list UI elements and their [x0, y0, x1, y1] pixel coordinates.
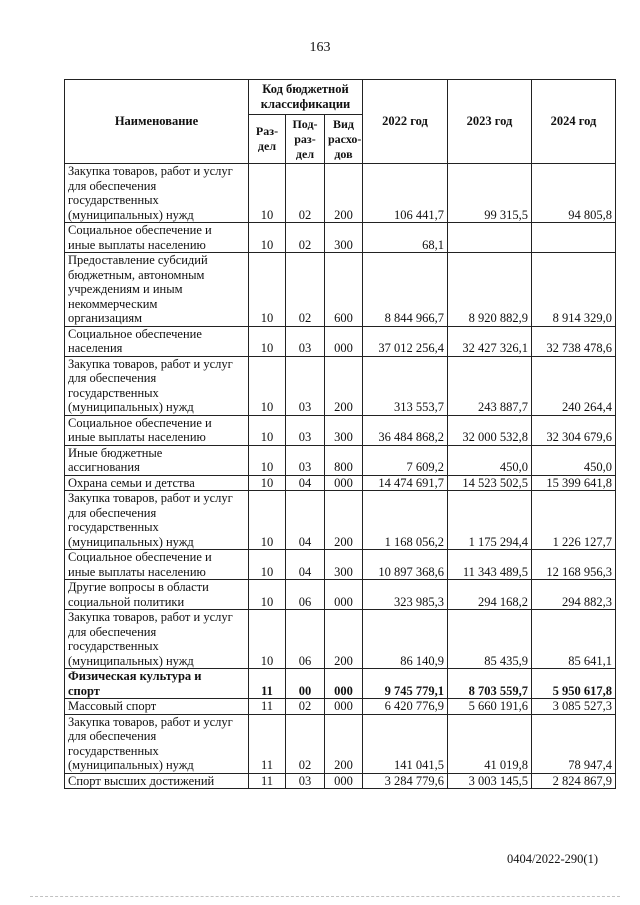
document-code: 0404/2022-290(1) — [507, 852, 598, 866]
header-vid: Вид расхо- дов — [325, 115, 363, 164]
row-podrazdel: 02 — [286, 164, 325, 223]
row-amount-2022: 86 140,9 — [363, 610, 448, 669]
row-podrazdel: 03 — [286, 773, 325, 789]
row-amount-2022: 8 844 966,7 — [363, 253, 448, 327]
row-razdel: 10 — [249, 445, 286, 475]
row-amount-2024: 3 085 527,3 — [532, 699, 616, 715]
row-razdel: 10 — [249, 326, 286, 356]
row-vid: 000 — [325, 773, 363, 789]
row-vid: 800 — [325, 445, 363, 475]
row-name: Другие вопросы в области социальной политики — [65, 580, 249, 610]
row-name: Физическая культура и спорт — [65, 669, 249, 699]
row-vid: 000 — [325, 475, 363, 491]
row-amount-2022: 68,1 — [363, 223, 448, 253]
row-amount-2022: 141 041,5 — [363, 714, 448, 773]
row-amount-2022: 1 168 056,2 — [363, 491, 448, 550]
budget-table — [64, 79, 616, 789]
row-name: Социальное обеспечение населения — [65, 326, 249, 356]
row-amount-2023 — [448, 223, 532, 253]
table-row — [65, 253, 616, 327]
row-podrazdel: 06 — [286, 610, 325, 669]
row-podrazdel: 03 — [286, 415, 325, 445]
header-code-group: Код бюджетной классификации — [249, 80, 363, 115]
row-razdel: 11 — [249, 773, 286, 789]
header-2022: 2022 год — [363, 80, 448, 164]
row-amount-2023: 14 523 502,5 — [448, 475, 532, 491]
row-vid: 600 — [325, 253, 363, 327]
row-name: Закупка товаров, работ и услуг для обеспечения государственных (муниципальных) нужд — [65, 356, 249, 415]
row-podrazdel: 06 — [286, 580, 325, 610]
row-amount-2023: 99 315,5 — [448, 164, 532, 223]
table-row — [65, 580, 616, 610]
row-vid: 300 — [325, 223, 363, 253]
row-vid: 200 — [325, 491, 363, 550]
row-podrazdel: 02 — [286, 699, 325, 715]
row-podrazdel: 03 — [286, 356, 325, 415]
row-razdel: 10 — [249, 415, 286, 445]
row-podrazdel: 03 — [286, 445, 325, 475]
row-amount-2024: 294 882,3 — [532, 580, 616, 610]
row-vid: 200 — [325, 714, 363, 773]
row-name: Социальное обеспечение и иные выплаты населению — [65, 550, 249, 580]
header-podrazdel: Под- раз- дел — [286, 115, 325, 164]
row-amount-2024: 5 950 617,8 — [532, 669, 616, 699]
header-2024: 2024 год — [532, 80, 616, 164]
row-vid: 200 — [325, 356, 363, 415]
table-row — [65, 445, 616, 475]
row-amount-2024: 450,0 — [532, 445, 616, 475]
table-row — [65, 475, 616, 491]
row-name: Закупка товаров, работ и услуг для обеспечения государственных (муниципальных) нужд — [65, 714, 249, 773]
row-razdel: 10 — [249, 491, 286, 550]
row-amount-2024: 32 738 478,6 — [532, 326, 616, 356]
table-row — [65, 415, 616, 445]
row-razdel: 10 — [249, 253, 286, 327]
row-podrazdel: 00 — [286, 669, 325, 699]
row-name: Социальное обеспечение и иные выплаты населению — [65, 223, 249, 253]
row-amount-2024: 85 641,1 — [532, 610, 616, 669]
row-razdel: 11 — [249, 714, 286, 773]
table-row — [65, 164, 616, 223]
row-name: Закупка товаров, работ и услуг для обеспечения государственных (муниципальных) нужд — [65, 164, 249, 223]
row-podrazdel: 02 — [286, 714, 325, 773]
table-row — [65, 669, 616, 699]
row-amount-2023: 32 000 532,8 — [448, 415, 532, 445]
row-amount-2023: 294 168,2 — [448, 580, 532, 610]
row-amount-2024: 1 226 127,7 — [532, 491, 616, 550]
row-amount-2023: 1 175 294,4 — [448, 491, 532, 550]
row-amount-2023: 450,0 — [448, 445, 532, 475]
row-amount-2024: 2 824 867,9 — [532, 773, 616, 789]
row-vid: 000 — [325, 580, 363, 610]
row-name: Массовый спорт — [65, 699, 249, 715]
row-amount-2023: 8 920 882,9 — [448, 253, 532, 327]
row-amount-2022: 3 284 779,6 — [363, 773, 448, 789]
header-name: Наименование — [65, 80, 249, 164]
row-amount-2022: 106 441,7 — [363, 164, 448, 223]
row-amount-2023: 11 343 489,5 — [448, 550, 532, 580]
scan-edge-decoration — [30, 896, 620, 899]
row-amount-2024: 15 399 641,8 — [532, 475, 616, 491]
row-amount-2024: 240 264,4 — [532, 356, 616, 415]
row-amount-2023: 243 887,7 — [448, 356, 532, 415]
row-amount-2022: 7 609,2 — [363, 445, 448, 475]
row-name: Предоставление субсидий бюджетным, автономным учреждениям и иным некоммерческим организациям — [65, 253, 249, 327]
row-razdel: 11 — [249, 699, 286, 715]
row-vid: 000 — [325, 699, 363, 715]
row-amount-2023: 32 427 326,1 — [448, 326, 532, 356]
table-row — [65, 773, 616, 789]
row-amount-2022: 313 553,7 — [363, 356, 448, 415]
row-vid: 000 — [325, 326, 363, 356]
row-amount-2024: 8 914 329,0 — [532, 253, 616, 327]
row-amount-2024: 78 947,4 — [532, 714, 616, 773]
row-amount-2022: 323 985,3 — [363, 580, 448, 610]
table-row — [65, 356, 616, 415]
row-amount-2024 — [532, 223, 616, 253]
row-amount-2022: 14 474 691,7 — [363, 475, 448, 491]
row-razdel: 10 — [249, 164, 286, 223]
row-razdel: 10 — [249, 475, 286, 491]
row-razdel: 10 — [249, 580, 286, 610]
row-razdel: 11 — [249, 669, 286, 699]
row-podrazdel: 03 — [286, 326, 325, 356]
row-name: Закупка товаров, работ и услуг для обеспечения государственных (муниципальных) нужд — [65, 610, 249, 669]
row-amount-2024: 32 304 679,6 — [532, 415, 616, 445]
row-vid: 300 — [325, 550, 363, 580]
row-amount-2022: 6 420 776,9 — [363, 699, 448, 715]
row-amount-2024: 94 805,8 — [532, 164, 616, 223]
row-vid: 000 — [325, 669, 363, 699]
table-row — [65, 223, 616, 253]
row-name: Иные бюджетные ассигнования — [65, 445, 249, 475]
header-razdel: Раз- дел — [249, 115, 286, 164]
table-row — [65, 326, 616, 356]
header-2023: 2023 год — [448, 80, 532, 164]
table-row — [65, 610, 616, 669]
row-podrazdel: 02 — [286, 223, 325, 253]
row-amount-2023: 41 019,8 — [448, 714, 532, 773]
row-podrazdel: 02 — [286, 253, 325, 327]
row-amount-2022: 37 012 256,4 — [363, 326, 448, 356]
row-amount-2023: 5 660 191,6 — [448, 699, 532, 715]
row-vid: 300 — [325, 415, 363, 445]
row-podrazdel: 04 — [286, 475, 325, 491]
row-vid: 200 — [325, 610, 363, 669]
table-row — [65, 699, 616, 715]
row-podrazdel: 04 — [286, 550, 325, 580]
row-name: Спорт высших достижений — [65, 773, 249, 789]
row-vid: 200 — [325, 164, 363, 223]
row-amount-2022: 9 745 779,1 — [363, 669, 448, 699]
row-amount-2022: 10 897 368,6 — [363, 550, 448, 580]
row-razdel: 10 — [249, 550, 286, 580]
table-row — [65, 550, 616, 580]
row-amount-2023: 85 435,9 — [448, 610, 532, 669]
row-podrazdel: 04 — [286, 491, 325, 550]
row-amount-2022: 36 484 868,2 — [363, 415, 448, 445]
row-name: Социальное обеспечение и иные выплаты населению — [65, 415, 249, 445]
table-body — [65, 164, 616, 789]
row-razdel: 10 — [249, 610, 286, 669]
row-razdel: 10 — [249, 223, 286, 253]
page-number: 163 — [309, 40, 331, 55]
row-amount-2023: 3 003 145,5 — [448, 773, 532, 789]
row-amount-2023: 8 703 559,7 — [448, 669, 532, 699]
table-row — [65, 714, 616, 773]
row-razdel: 10 — [249, 356, 286, 415]
row-amount-2024: 12 168 956,3 — [532, 550, 616, 580]
table-row — [65, 491, 616, 550]
row-name: Закупка товаров, работ и услуг для обеспечения государственных (муниципальных) нужд — [65, 491, 249, 550]
row-name: Охрана семьи и детства — [65, 475, 249, 491]
